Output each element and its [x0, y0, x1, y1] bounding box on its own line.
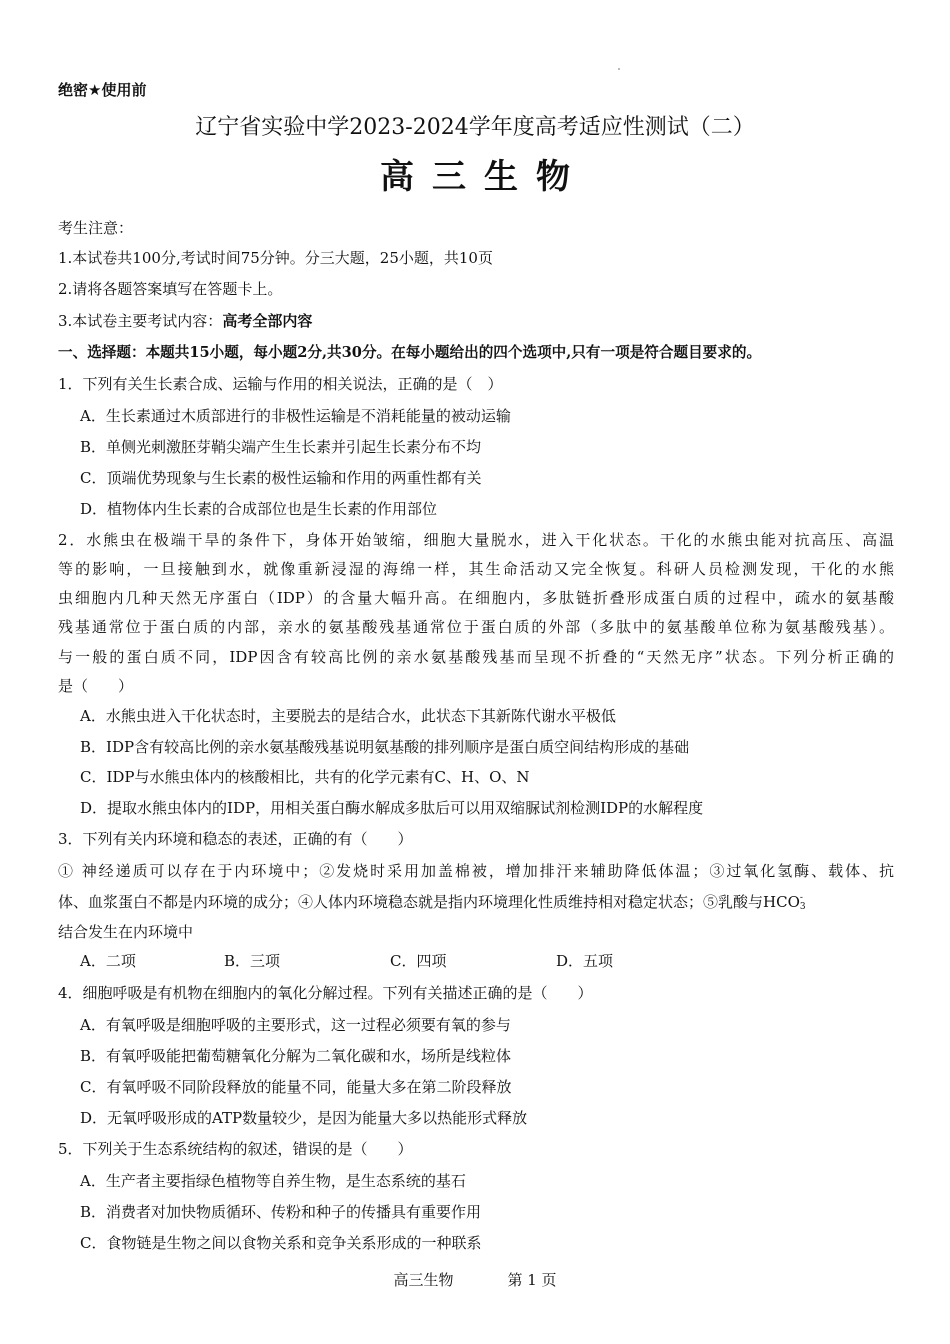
footer-subject: 高三生物 [393, 1271, 454, 1289]
subject-title: 高三生物 [380, 157, 588, 197]
question-5-option-c: C．食物链是生物之间以食物关系和竞争关系形成的一种联系 [80, 1234, 482, 1252]
notes-heading: 考生注意： [58, 219, 134, 237]
question-2-line-6: 是（ ） [58, 677, 134, 695]
question-5-stem: 5．下列关于生态系统结构的叙述，错误的是（ ） [58, 1140, 413, 1158]
question-2-option-d: D．提取水熊虫体内的IDP，用相关蛋白酶水解成多肽后可以用双缩脲试剂检测IDP的水解程度 [80, 799, 704, 817]
question-3-stem: 3．下列有关内环境和稳态的表述，正确的有（ ） [58, 830, 413, 848]
note-3 [58, 311, 312, 331]
bicarbonate-superscript: - [799, 893, 803, 903]
confidential-label: 绝密★使用前 [58, 81, 147, 99]
footer-page-number: 第 1 页 [507, 1271, 557, 1289]
note-2: 2.请将各题答案填写在答题卡上。 [58, 280, 283, 298]
question-2-option-a: A．水熊虫进入干化状态时，主要脱去的是结合水，此状态下其新陈代谢水平极低 [80, 707, 616, 725]
question-5-option-b: B．消费者对加快物质循环、传粉和种子的传播具有重要作用 [80, 1203, 482, 1221]
question-3-line-2 [58, 892, 807, 912]
question-1-option-b: B．单侧光刺激胚芽鞘尖端产生生长素并引起生长素分布不均 [80, 438, 482, 456]
question-5-option-a: A．生产者主要指绿色植物等自养生物，是生态系统的基石 [80, 1172, 466, 1190]
question-2-option-b: B．IDP含有较高比例的亲水氨基酸残基说明氨基酸的排列顺序是蛋白质空间结构形成的基础 [80, 738, 690, 756]
question-3-line-1: ① 神经递质可以存在于内环境中；②发烧时采用加盖棉被，增加排汗来辅助降低体温；③过氧化氢酶、载体、抗 [58, 862, 894, 880]
question-4-option-d: D．无氧呼吸形成的ATP数量较少，是因为能量大多以热能形式释放 [80, 1109, 528, 1127]
question-1-stem: 1．下列有关生长素合成、运输与作用的相关说法，正确的是（ ） [58, 375, 503, 393]
question-3-line-2-text: 体、血浆蛋白不都是内环境的成分；④人体内环境稳态就是指内环境理化性质维持相对稳定状态；⑤乳酸与HCO [58, 893, 800, 911]
question-3-option-d: D．五项 [556, 952, 614, 970]
question-1-option-c: C．顶端优势现象与生长素的极性运输和作用的两重性都有关 [80, 469, 482, 487]
question-3-option-b: B．三项 [224, 952, 281, 970]
section-heading: 一、选择题：本题共15小题，每小题2分,共30分。在每小题给出的四个选项中,只有一项是符合题目要求的。 [58, 344, 762, 361]
question-1-option-d: D．植物体内生长素的合成部位也是生长素的作用部位 [80, 500, 438, 518]
page-footer [0, 1270, 950, 1290]
question-2-option-c: C．IDP与水熊虫体内的核酸相比，共有的化学元素有C、H、O、N [80, 768, 530, 786]
question-3-option-c: C．四项 [390, 952, 447, 970]
question-4-option-c: C．有氧呼吸不同阶段释放的能量不同，能量大多在第二阶段释放 [80, 1078, 512, 1096]
question-2-line-1: 2．水熊虫在极端干旱的条件下，身体开始皱缩，细胞大量脱水，进入干化状态。干化的水熊虫能对抗高压、高温 [58, 531, 894, 549]
exam-title: 辽宁省实验中学2023-2024学年度高考适应性测试（二） [195, 115, 755, 140]
question-3-options [80, 951, 680, 971]
question-4-stem: 4．细胞呼吸是有机物在细胞内的氧化分解过程。下列有关描述正确的是（ ） [58, 984, 593, 1002]
scan-speck [618, 68, 620, 70]
note-3-content: 高考全部内容 [222, 312, 313, 330]
question-3-option-a: A．二项 [80, 952, 136, 970]
question-1-option-a: A．生长素通过木质部进行的非极性运输是不消耗能量的被动运输 [80, 407, 511, 425]
question-4-option-b: B．有氧呼吸能把葡萄糖氧化分解为二氧化碳和水，场所是线粒体 [80, 1047, 512, 1065]
question-2-line-2: 等的影响，一旦接触到水，就像重新浸湿的海绵一样，其生命活动又完全恢复。科研人员检测发现，干化的水熊 [58, 560, 894, 578]
question-2-line-3: 虫细胞内几种天然无序蛋白（IDP）的含量大幅升高。在细胞内，多肽链折叠形成蛋白质的过程中，疏水的氨基酸 [58, 589, 894, 607]
note-3-prefix: 3.本试卷主要考试内容： [58, 312, 223, 330]
bicarbonate-subscript: 3 [799, 902, 806, 912]
question-4-option-a: A．有氧呼吸是细胞呼吸的主要形式，这一过程必须要有氧的参与 [80, 1016, 511, 1034]
bicarbonate-charge [800, 892, 807, 912]
note-1: 1.本试卷共100分,考试时间75分钟。分三大题，25小题，共10页 [58, 249, 493, 267]
question-2-line-4: 残基通常位于蛋白质的内部，亲水的氨基酸残基通常位于蛋白质的外部（多肽中的氨基酸单位称为氨基酸残基）。 [58, 618, 894, 636]
question-2-line-5: 与一般的蛋白质不同，IDP因含有较高比例的亲水氨基酸残基而呈现不折叠的“天然无序”状态。下列分析正确的 [58, 648, 894, 666]
question-3-line-3: 结合发生在内环境中 [58, 923, 194, 941]
